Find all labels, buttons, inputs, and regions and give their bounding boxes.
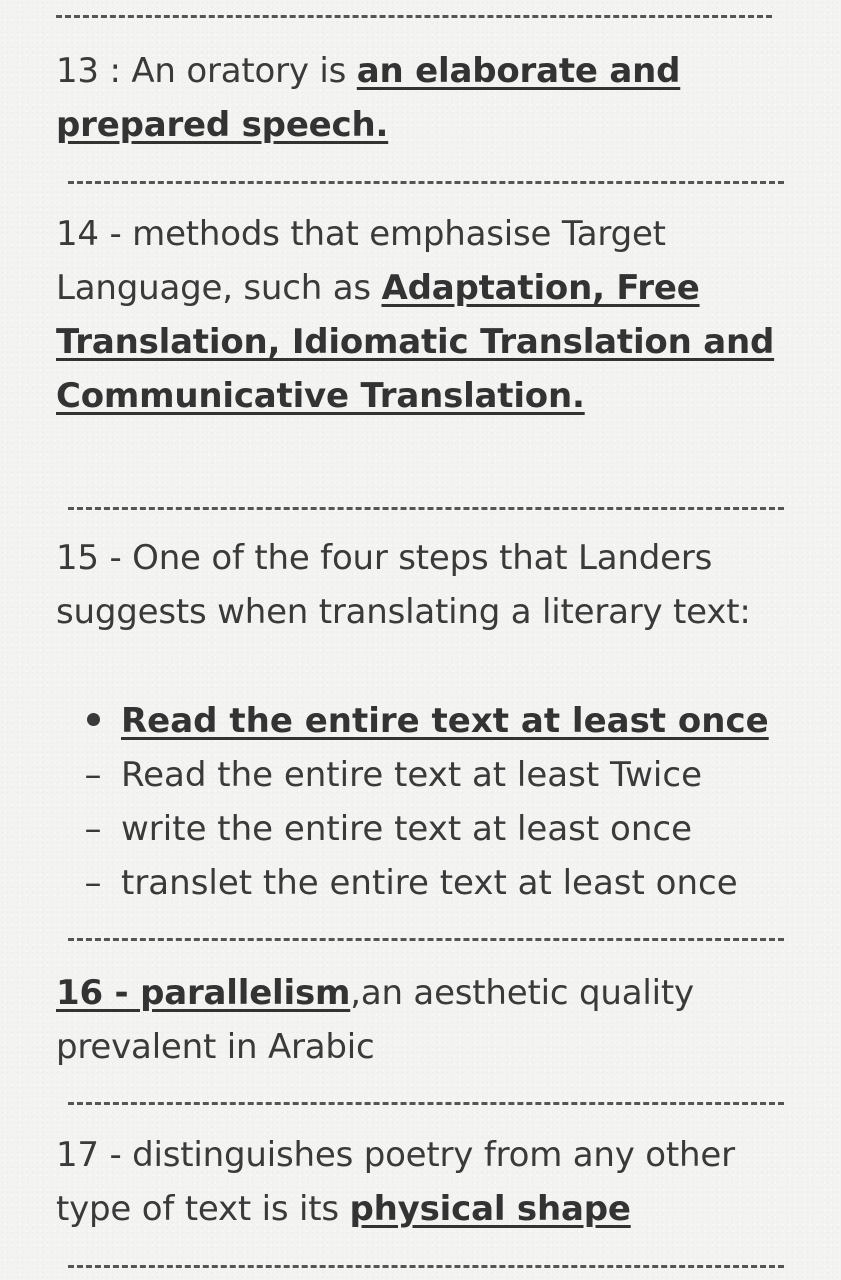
option-item (56, 856, 816, 910)
highlighted-answer: 16 - parallelism (56, 973, 351, 1013)
item-15-options (56, 694, 816, 910)
divider (68, 1265, 784, 1268)
dash-marker: – (84, 755, 102, 795)
item-14 (56, 207, 796, 423)
correct-option-text: Read the entire text at least once (121, 701, 769, 741)
option-text: translet the entire text at least once (121, 863, 738, 903)
item-16 (56, 966, 796, 1074)
option-item (56, 694, 816, 748)
bullet-icon (78, 694, 108, 748)
divider (68, 1102, 784, 1105)
divider (68, 507, 784, 510)
divider (68, 938, 784, 941)
dash-marker: – (84, 809, 102, 849)
question-text: 14 - methods that emphasise Target Language, such as (56, 214, 666, 308)
highlighted-answer: Adaptation, Free Translation, Idiomatic Translation and Communicative Translation. (56, 268, 775, 416)
divider (68, 181, 784, 184)
question-text: ,an aesthetic quality prevalent in Arabic (56, 973, 694, 1067)
item-17 (56, 1128, 796, 1236)
option-item (56, 748, 816, 802)
item-13 (56, 44, 796, 152)
option-text: Read the entire text at least Twice (121, 755, 702, 795)
question-text: 17 - distinguishes poetry from any other type of text is its (56, 1135, 735, 1229)
item-15 (56, 531, 796, 639)
dash-marker: – (84, 863, 102, 903)
option-item (56, 802, 816, 856)
question-text: 13 : An oratory is (56, 51, 357, 91)
highlighted-answer: physical shape (349, 1189, 631, 1229)
divider (56, 15, 772, 18)
option-text: write the entire text at least once (121, 809, 692, 849)
question-text: 15 - One of the four steps that Landers suggests when translating a literary text: (56, 538, 751, 632)
highlighted-answer: an elaborate and prepared speech. (56, 51, 681, 145)
